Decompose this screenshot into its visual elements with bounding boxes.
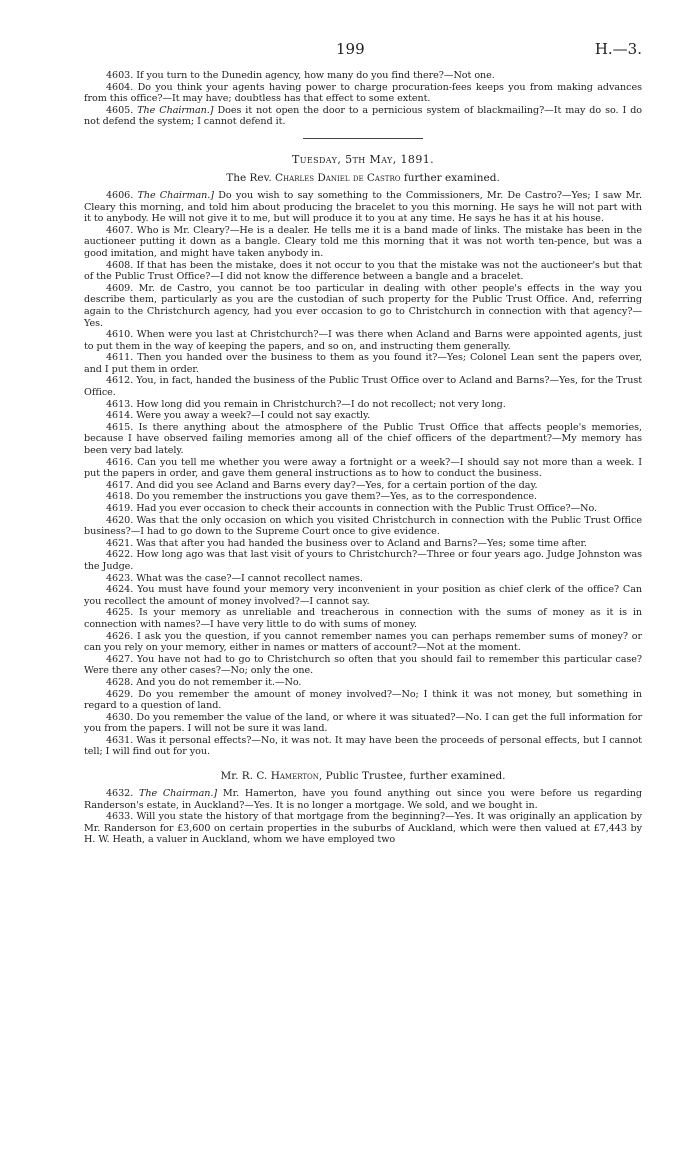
question-number: 4623.: [106, 572, 134, 584]
section-2-questions: [84, 190, 642, 758]
question-text: If you turn to the Dunedin agency, how many do you find there?—Not one.: [136, 70, 495, 81]
question-paragraph: [84, 515, 642, 538]
question-number: 4616.: [106, 456, 134, 468]
question-number: 4632.: [106, 788, 134, 800]
page-header: [84, 34, 642, 70]
question-text: How long did you remain in Christchurch?—I do not recollect; not very long.: [136, 398, 506, 410]
question-number: 4609.: [106, 282, 134, 294]
question-text: Had you ever occasion to check their accounts in connection with the Public Trust Office?—No.: [136, 503, 598, 514]
question-paragraph: [84, 788, 642, 811]
witness-suffix: , Public Trustee, further examined.: [318, 770, 506, 783]
question-paragraph: [84, 480, 642, 492]
question-paragraph: [84, 399, 642, 411]
section-1-questions: [84, 70, 642, 128]
question-number: 4622.: [106, 549, 134, 561]
question-number: 4633.: [106, 811, 134, 823]
question-paragraph: [84, 549, 642, 572]
question-text: When were you last at Christchurch?—I was there when Acland and Barns were appointed agents, just to put them in the way of keeping the papers, and so on, and instructing them generally.: [84, 329, 643, 352]
question-text: If that has been the mistake, does it not occur to you that the mistake was not the auctioneer's but that of the Public Trust Office?—I did not know the difference between a bangle and a bracelet.: [84, 259, 642, 283]
question-text: Mr. de Castro, you cannot be too particular in dealing with other people's effects in the way you describe them, particularly as you are the custodian of such property for the Public Trust Office. And, referring again to the Christchurch agency, had you ever occasion to go to Christchurch in connection with that agency?—Yes.: [84, 282, 642, 329]
question-number: 4612.: [106, 375, 134, 387]
question-number: 4606.: [106, 189, 134, 201]
section-3-questions: [84, 788, 642, 846]
question-paragraph: [84, 631, 642, 654]
question-text: What was the case?—I cannot recollect names.: [136, 572, 363, 584]
question-text: Was that the only occasion on which you visited Christchurch in connection with the Public Trust Office business?—I had to go down to the Supreme Court once to give evidence.: [84, 514, 643, 538]
question-paragraph: [84, 260, 642, 283]
witness-suffix: further examined.: [403, 171, 500, 184]
witness-prefix: Mr.: [220, 770, 239, 783]
question-text: Were you away a week?—I could not say exactly.: [136, 410, 371, 422]
question-paragraph: [84, 105, 642, 128]
question-paragraph: [84, 422, 642, 457]
question-paragraph: [84, 82, 642, 105]
question-text: Was that after you had handed the business over to Acland and Barns?—Yes; some time after.: [136, 537, 587, 549]
question-number: 4615.: [106, 421, 134, 433]
question-text: Will you state the history of that mortgage from the beginning?—Yes. It was originally an application by Mr. Randerson for £3,600 on certain properties in the suburbs of Auckland, which were then valued at £7,443 by H. W. Heath, a valuer in Auckland, whom we have employed two: [84, 811, 642, 846]
question-number: 4629.: [106, 688, 134, 700]
question-paragraph: [84, 225, 642, 260]
question-paragraph: [84, 283, 642, 329]
question-paragraph: [84, 677, 642, 689]
witness-heading: [84, 770, 642, 782]
question-number: 4624.: [106, 584, 134, 596]
question-text: Can you tell me whether you were away a fortnight or a week?—I should say not more than a week. I put the papers in order, and gave them general instructions as to how to conduct the business.: [84, 456, 643, 480]
question-number: 4607.: [106, 224, 134, 236]
speaker-label: The Chairman.]: [139, 788, 218, 800]
question-number: 4630.: [106, 711, 134, 723]
question-text: Who is Mr. Cleary?—He is a dealer. He tells me it is a band made of links. The mistake has been in the auctioneer putting it down as a bangle. Cleary told me this morning that it was not worth ten-pence, but was a good imitation, and might have taken anybody in.: [84, 224, 642, 259]
question-paragraph: [84, 352, 642, 375]
question-text: You, in fact, handed the business of the Public Trust Office over to Acland and Barns?—Yes, for the Trust Office.: [84, 375, 642, 399]
question-text: Do you wish to say something to the Commissioners, Mr. De Castro?—Yes; I saw Mr. Cleary this morning, and told him about producing the bracelet to you this morning. He says he will not part with it to anybody. He will not give it to me, but will produce it to you at any time. He says he has it at his house.: [84, 189, 643, 225]
question-text: Is your memory as unreliable and treacherous in connection with the sums of money as it is in connection with names?—I have very little to do with sums of money.: [84, 607, 642, 630]
question-number: 4604.: [106, 81, 134, 93]
question-paragraph: [84, 503, 642, 515]
question-text: Is there anything about the atmosphere of the Public Trust Office that affects people's memories, because I have observed failing memories among all of the chief officers of the department?—My memory has been very bad lately.: [84, 421, 643, 457]
section-divider: [303, 138, 423, 139]
question-number: 4611.: [106, 352, 134, 364]
speaker-label: The Chairman.]: [137, 189, 214, 201]
question-paragraph: [84, 538, 642, 550]
question-number: 4618.: [106, 491, 134, 503]
question-paragraph: [84, 607, 642, 630]
speaker-label: The Chairman.]: [137, 104, 214, 116]
question-paragraph: [84, 712, 642, 735]
question-number: 4626.: [106, 630, 134, 642]
question-text: Then you handed over the business to them as you found it?—Yes; Colonel Lean sent the papers over, and I put them in order.: [84, 352, 643, 375]
question-paragraph: [84, 190, 642, 225]
question-text: How long ago was that last visit of yours to Christchurch?—Three or four years ago. Judge Johnston was the Judge.: [84, 549, 643, 572]
question-text: Do you remember the amount of money involved?—No; I think it was not money, but something in regard to a question of land.: [84, 688, 642, 712]
question-number: 4617.: [106, 479, 134, 491]
question-paragraph: [84, 573, 642, 585]
question-number: 4628.: [106, 676, 134, 688]
question-paragraph: [84, 329, 642, 352]
question-text: Was it personal effects?—No, it was not. It may have been the proceeds of personal effects, but I cannot tell; I will find out for you.: [84, 734, 642, 758]
witness-heading: [84, 172, 642, 184]
question-number: 4627.: [106, 653, 134, 665]
question-number: 4621.: [106, 537, 134, 549]
question-paragraph: [84, 811, 642, 846]
question-paragraph: [84, 654, 642, 677]
question-paragraph: [84, 584, 642, 607]
question-number: 4614.: [106, 410, 134, 422]
question-number: 4619.: [106, 503, 134, 514]
question-text: Do you remember the value of the land, or where it was situated?—No. I can get the full information for you from the papers. I will not be sure it was land.: [84, 711, 642, 735]
question-text: And did you see Acland and Barns every day?—Yes, for a certain portion of the day.: [136, 479, 538, 491]
question-text: And you do not remember it.—No.: [136, 676, 302, 688]
question-number: 4603.: [106, 70, 134, 81]
question-paragraph: [84, 410, 642, 422]
question-text: You must have found your memory very inconvenient in your position as chief clerk of the office? Can you recollect the amount of money involved?—I cannot say.: [84, 584, 643, 607]
question-number: 4625.: [106, 607, 134, 619]
question-paragraph: [84, 70, 642, 82]
question-text: Do you remember the instructions you gave them?—Yes, as to the correspondence.: [136, 491, 538, 503]
question-text: Do you think your agents having power to charge procuration-fees keeps you from making advances from this office?—It may have; doubtless has that effect to some extent.: [84, 81, 642, 105]
question-paragraph: [84, 457, 642, 480]
question-paragraph: [84, 491, 642, 503]
question-text: Mr. Hamerton, have you found anything out since you were before us regarding Randerson's estate, in Auckland?—Yes. It is no longer a mortgage. We sold, and we bought in.: [84, 788, 642, 811]
question-text: Does it not open the door to a pernicious system of blackmailing?—It may do so. I do not defend the system; I cannot defend it.: [84, 104, 643, 128]
question-paragraph: [84, 689, 642, 712]
question-text: You have not had to go to Christchurch so often that you should fail to remember this particular case? Were there any other cases?—No; only the one.: [84, 653, 642, 677]
question-number: 4605.: [106, 104, 134, 116]
witness-name: Charles Daniel de Castro: [275, 171, 401, 184]
question-number: 4613.: [106, 398, 134, 410]
witness-name: R. C. Hamerton: [241, 770, 319, 783]
page-number: 199: [336, 40, 365, 58]
question-paragraph: [84, 735, 642, 758]
witness-prefix: The Rev.: [226, 171, 272, 184]
date-heading: Tuesday, 5th May, 1891.: [291, 152, 435, 166]
question-paragraph: [84, 375, 642, 398]
question-number: 4620.: [106, 514, 134, 526]
question-number: 4608.: [106, 259, 134, 271]
document-reference: H.—3.: [594, 40, 642, 58]
question-text: I ask you the question, if you cannot remember names you can perhaps remember sums of money? or can you rely on your memory, either in names or matters of account?—Not at the moment.: [84, 630, 642, 654]
question-number: 4610.: [106, 329, 134, 341]
question-number: 4631.: [106, 734, 134, 746]
